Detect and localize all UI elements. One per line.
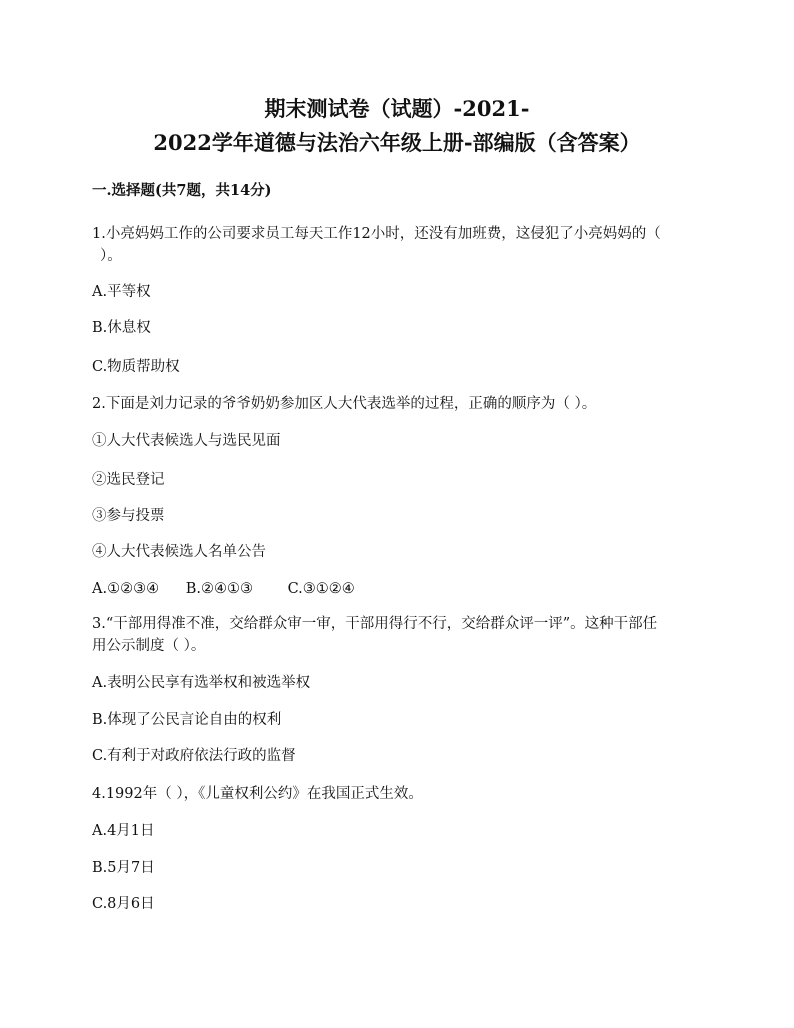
question-2-options <box>92 578 355 600</box>
question-4-option-b: B.5月7日 <box>92 860 155 876</box>
question-1-stem-line2: ）。 <box>100 248 122 264</box>
question-4-stem: 4.1992年（ ），《儿童权利公约》在我国正式生效。 <box>92 786 423 802</box>
question-4-option-a: A.4月1日 <box>92 823 155 839</box>
question-2-item-2: ②选民登记 <box>92 472 165 488</box>
question-2-option-b: B.②④①③ <box>185 581 253 597</box>
question-2-option-a: A.①②③④ <box>92 581 160 597</box>
question-4-option-c: C.8月6日 <box>92 896 155 912</box>
question-2-item-1: ①人大代表候选人与选民见面 <box>92 433 281 449</box>
question-3-option-b: B.体现了公民言论自由的权利 <box>92 712 282 728</box>
question-3-option-a: A.表明公民享有选举权和被选举权 <box>92 675 311 691</box>
question-1-option-a: A.平等权 <box>92 284 151 300</box>
page-title-line1: 期末测试卷（试题）-2021- <box>264 96 530 121</box>
page-title-line2: 2022学年道德与法治六年级上册-部编版（含答案） <box>153 130 641 155</box>
question-1-stem-line1: 1.小亮妈妈工作的公司要求员工每天工作12小时，还没有加班费，这侵犯了小亮妈妈的（ <box>92 226 661 242</box>
question-2-option-c: C.③①②④ <box>287 581 355 597</box>
question-2-item-4: ④人大代表候选人名单公告 <box>92 544 266 560</box>
question-1-option-c: C.物质帮助权 <box>92 359 180 375</box>
question-3-stem-line1: 3.“干部用得准不准，交给群众审一审，干部用得行不行，交给群众评一评”。这种干部任 <box>92 616 658 632</box>
question-1-option-b: B.休息权 <box>92 320 151 336</box>
question-2-stem: 2.下面是刘力记录的爷爷奶奶参加区人大代表选举的过程，正确的顺序为（ ）。 <box>92 396 597 412</box>
section-heading: 一.选择题(共7题，共14分) <box>92 182 272 199</box>
question-3-stem-line2: 用公示制度（ ）。 <box>92 638 206 654</box>
question-2-item-3: ③参与投票 <box>92 508 165 524</box>
question-3-option-c: C.有利于对政府依法行政的监督 <box>92 748 296 764</box>
